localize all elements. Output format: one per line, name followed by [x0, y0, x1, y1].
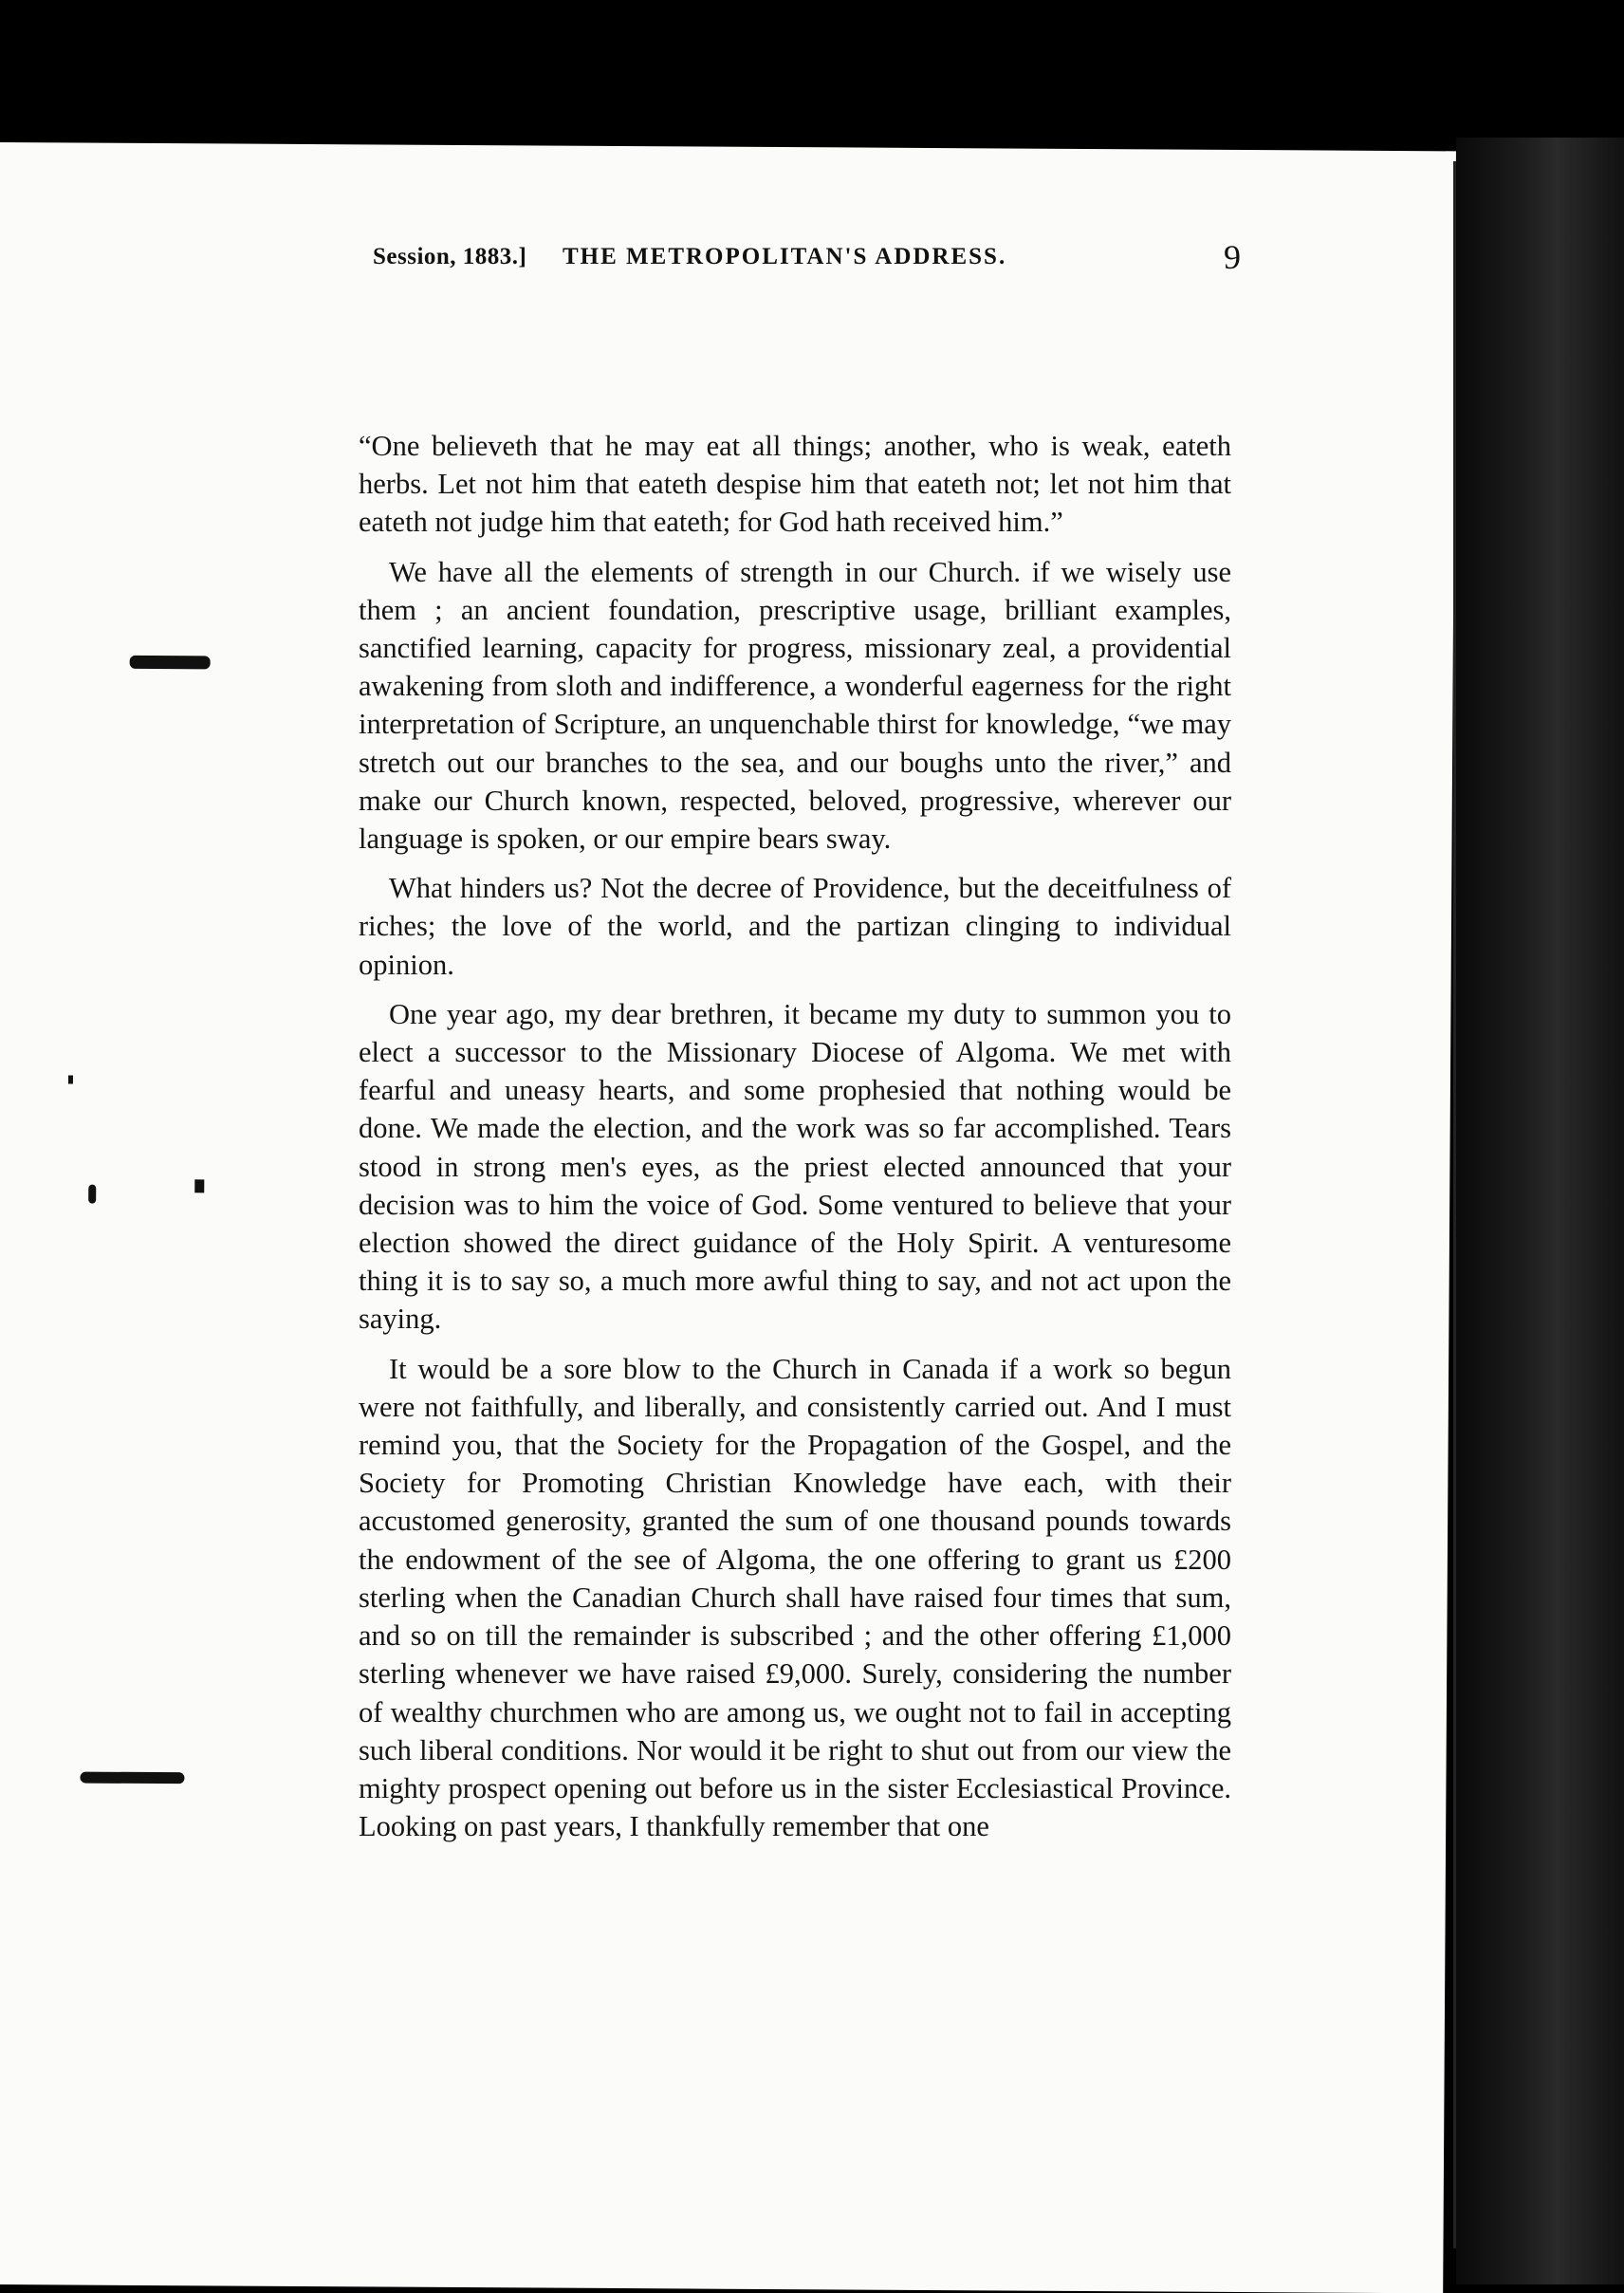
margin-blot [130, 656, 211, 670]
paragraph: We have all the elements of strength in our Church. if we wisely use them ; an ancient foundation, prescriptive usage, brilliant examples, sanctified learning, capacity for progress, missionary zeal, a providential awakening from sloth and indifference, a wonderful eagerness for the right interpretation of Scripture, an unquenchable thirst for knowledge, “we may stretch out our branches to the sea, and our boughs unto the river,” and make our Church known, respected, beloved, progressive, wherever our language is spoken, or our empire bears sway. [359, 555, 1231, 856]
paragraph: “One believeth that he may eat all things; another, who is weak, eateth herbs. Let not him that eateth despise him that eateth not; let not him that eateth not judge him that eateth; for God hath received him.” [359, 430, 1231, 539]
body-text [359, 427, 1231, 1857]
paragraph: One year ago, my dear brethren, it became my duty to summon you to elect a successor to the Missionary Diocese of Algoma. We met with fearful and uneasy hearts, and some prophesied that nothing would be done. We made the election, and the work was so far accomplished. Tears stood in strong men's eyes, as the priest elected announced that your decision was to him the voice of God. Some ventured to believe that your election showed the direct guidance of the Holy Spirit. A venturesome thing it is to say so, a much more awful thing to say, and not act upon the saying. [359, 997, 1231, 1336]
running-title: THE METROPOLITAN'S ADDRESS. [563, 244, 1007, 269]
paragraph: What hinders us? Not the decree of Providence, but the deceitfulness of riches; the love of the world, and the partizan clinging to individual opinion. [359, 872, 1231, 981]
margin-blot [80, 1772, 184, 1784]
page-number: 9 [1224, 238, 1241, 276]
paragraph: It would be a sore blow to the Church in Canada if a work so begun were not faithfully, and liberally, and consistently carried out. And I must remind you, that the Society for the Propagation of the Gospel, and the Society for Promoting Christian Knowledge have each, with their accustomed generosity, granted the sum of one thousand pounds towards the endowment of the see of Algoma, the one offering to grant us £200 sterling when the Canadian Church shall have raised four times that sum, and so on till the remainder is subscribed ; and the other offering £1,000 sterling whenever we have raised £9,000. Surely, considering the number of wealthy churchmen who are among us, we ought not to fail in accepting such liberal conditions. Nor would it be right to shut out from our view the mighty prospect opening out before us in the sister Ecclesiastical Province. Looking on past years, I thankfully remember that one [359, 1352, 1231, 1843]
session-label: Session, 1883.] [373, 244, 527, 269]
margin-blot [68, 1075, 73, 1083]
book-binding-edge [1456, 138, 1624, 2284]
margin-blot [194, 1179, 204, 1193]
running-header [373, 232, 1241, 280]
margin-blot [88, 1185, 96, 1204]
